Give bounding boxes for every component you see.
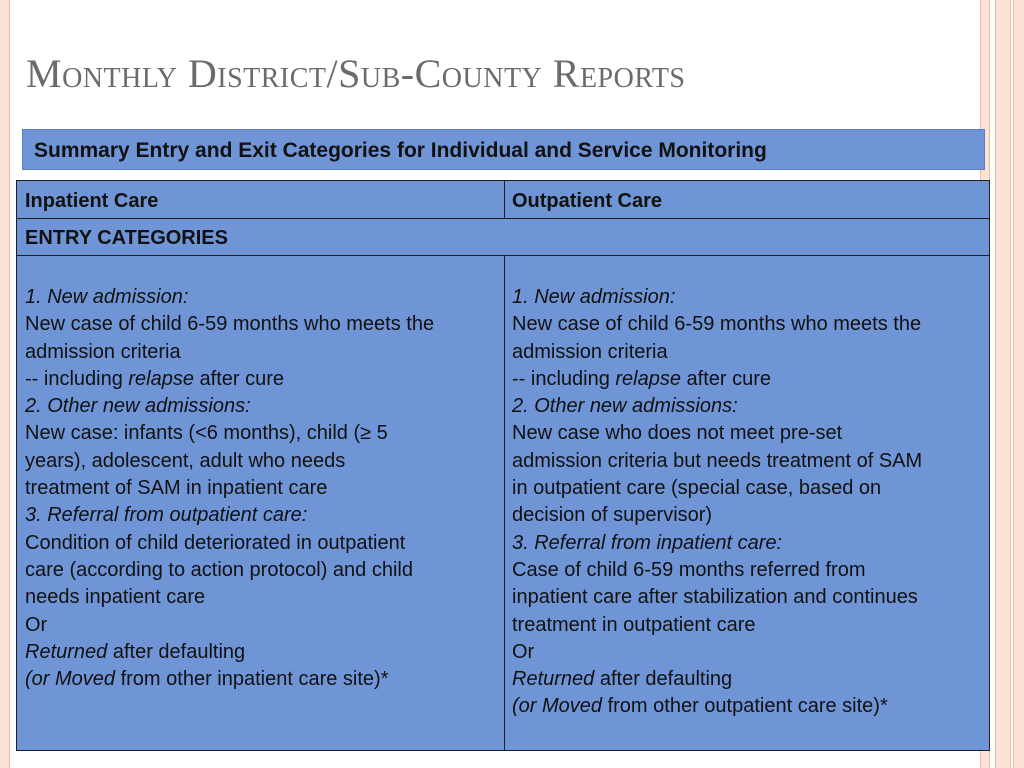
- page-title: Monthly District/Sub-County Reports: [26, 51, 686, 96]
- category-line: inpatient care after stabilization and continues: [512, 586, 918, 609]
- category-line: Case of child 6-59 months referred from: [512, 558, 866, 581]
- category-line: New case of child 6-59 months who meets the: [512, 313, 922, 336]
- category-line: admission criteria: [512, 340, 668, 363]
- categories-table: [16, 180, 990, 751]
- category-line: Or: [25, 613, 48, 636]
- category-heading: 2. Other new admissions:: [512, 395, 738, 418]
- header-outpatient-care: Outpatient Care: [512, 190, 663, 212]
- category-line: needs inpatient care: [25, 586, 206, 609]
- category-line: New case: infants (<6 months), child (≥ 5: [25, 422, 388, 445]
- category-line: care (according to action protocol) and child: [25, 558, 413, 581]
- header-inpatient-care: Inpatient Care: [25, 190, 159, 212]
- category-line: Or: [512, 640, 535, 663]
- column-divider: [504, 255, 505, 750]
- stripe: [1013, 0, 1024, 768]
- subtitle-bar: [22, 129, 985, 170]
- category-line: -- including relapse after cure: [25, 367, 285, 390]
- category-line: New case of child 6-59 months who meets the: [25, 313, 435, 336]
- category-heading: 3. Referral from outpatient care:: [25, 504, 308, 527]
- stripe: [995, 0, 1011, 768]
- column-divider: [504, 181, 505, 218]
- category-line: (or Moved from other outpatient care site)*: [512, 695, 888, 718]
- category-heading: 1. New admission:: [512, 286, 676, 308]
- row-divider: [17, 255, 989, 256]
- section-entry-categories: ENTRY CATEGORIES: [25, 227, 228, 249]
- left-decorative-rule: [0, 0, 10, 768]
- row-divider: [17, 218, 989, 219]
- category-line: in outpatient care (special case, based on: [512, 477, 882, 500]
- category-line: treatment in outpatient care: [512, 613, 756, 636]
- inpatient-entry-column: [25, 284, 434, 693]
- category-heading: 1. New admission:: [25, 286, 189, 308]
- category-line: admission criteria but needs treatment of SAM: [512, 449, 923, 472]
- category-line: Condition of child deteriorated in outpatient: [25, 531, 406, 554]
- subtitle-text: Summary Entry and Exit Categories for Individual and Service Monitoring: [34, 139, 767, 162]
- category-line: New case who does not meet pre-set: [512, 422, 843, 445]
- category-heading: 3. Referral from inpatient care:: [512, 531, 783, 554]
- category-line: decision of supervisor): [512, 504, 713, 527]
- category-line: admission criteria: [25, 340, 181, 363]
- outpatient-entry-column: [512, 284, 922, 721]
- category-line: treatment of SAM in inpatient care: [25, 477, 328, 500]
- category-line: Returned after defaulting: [512, 668, 733, 691]
- category-line: -- including relapse after cure: [512, 367, 772, 390]
- category-line: Returned after defaulting: [25, 640, 246, 663]
- category-line: years), adolescent, adult who needs: [25, 449, 346, 472]
- category-heading: 2. Other new admissions:: [25, 395, 251, 418]
- category-line: (or Moved from other inpatient care site)*: [25, 668, 389, 691]
